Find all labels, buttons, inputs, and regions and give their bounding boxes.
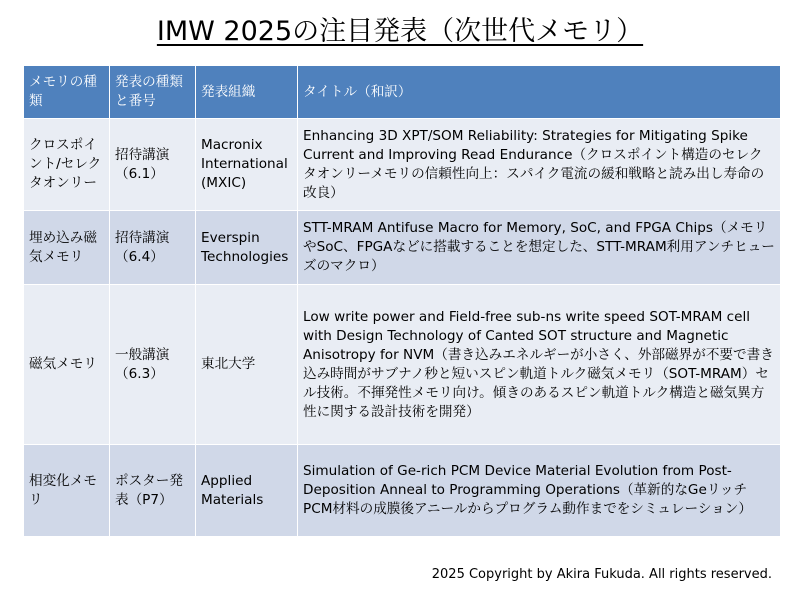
copyright-notice: 2025 Copyright by Akira Fukuda. All rights reserved. bbox=[431, 567, 772, 582]
cell-presentation-kind: 招待講演（6.4） bbox=[110, 211, 196, 285]
slide-title bbox=[0, 14, 800, 50]
cell-memory-type: 相変化メモリ bbox=[24, 445, 110, 537]
cell-presentation-kind: 一般講演（6.3） bbox=[110, 285, 196, 445]
cell-title: STT-MRAM Antifuse Macro for Memory, SoC, and FPGA Chips（メモリやSoC、FPGAなどに搭載することを想定した、STT-MRAM利用アンチヒューズのマクロ） bbox=[298, 211, 781, 285]
presentation-table bbox=[23, 65, 781, 537]
cell-organization: Macronix International (MXIC) bbox=[196, 119, 298, 211]
cell-memory-type: クロスポイント/セレクタオンリー bbox=[24, 119, 110, 211]
cell-presentation-kind: ポスター発表（P7） bbox=[110, 445, 196, 537]
header-presentation-kind: 発表の種類と番号 bbox=[110, 66, 196, 119]
table-row bbox=[24, 445, 781, 537]
table-header-row bbox=[24, 66, 781, 119]
table-row bbox=[24, 211, 781, 285]
cell-memory-type: 磁気メモリ bbox=[24, 285, 110, 445]
header-title: タイトル（和訳） bbox=[298, 66, 781, 119]
header-organization: 発表組織 bbox=[196, 66, 298, 119]
table-row bbox=[24, 119, 781, 211]
cell-memory-type: 埋め込み磁気メモリ bbox=[24, 211, 110, 285]
cell-organization: 東北大学 bbox=[196, 285, 298, 445]
cell-title: Enhancing 3D XPT/SOM Reliability: Strategies for Mitigating Spike Current and Improving Read Endurance（クロスポイント構造のセレクタオンリーメモリの信頼性向上：スパイク電流の緩和戦略と読み出し寿命の改良） bbox=[298, 119, 781, 211]
cell-organization: Applied Materials bbox=[196, 445, 298, 537]
table-row bbox=[24, 285, 781, 445]
cell-organization: Everspin Technologies bbox=[196, 211, 298, 285]
cell-title: Low write power and Field-free sub-ns write speed SOT-MRAM cell with Design Technology of Canted SOT structure and Magnetic Anisotropy for NVM（書き込みエネルギーが小さく、外部磁界が不要で書き込み時間がサブナノ秒と短いスピン軌道トルク磁気メモリ（SOT-MRAM）セル技術。不揮発性メモリ向け。傾きのあるスピン軌道トルク構造と磁気異方性に関する設計技術を開発） bbox=[298, 285, 781, 445]
slide-title-text: IMW 2025の注目発表（次世代メモリ） bbox=[156, 16, 644, 47]
cell-title: Simulation of Ge-rich PCM Device Material Evolution from Post-Deposition Anneal to Programming Operations（革新的なGeリッチPCM材料の成膜後アニールからプログラム動作までをシミュレーション） bbox=[298, 445, 781, 537]
cell-presentation-kind: 招待講演（6.1） bbox=[110, 119, 196, 211]
header-memory-type: メモリの種類 bbox=[24, 66, 110, 119]
